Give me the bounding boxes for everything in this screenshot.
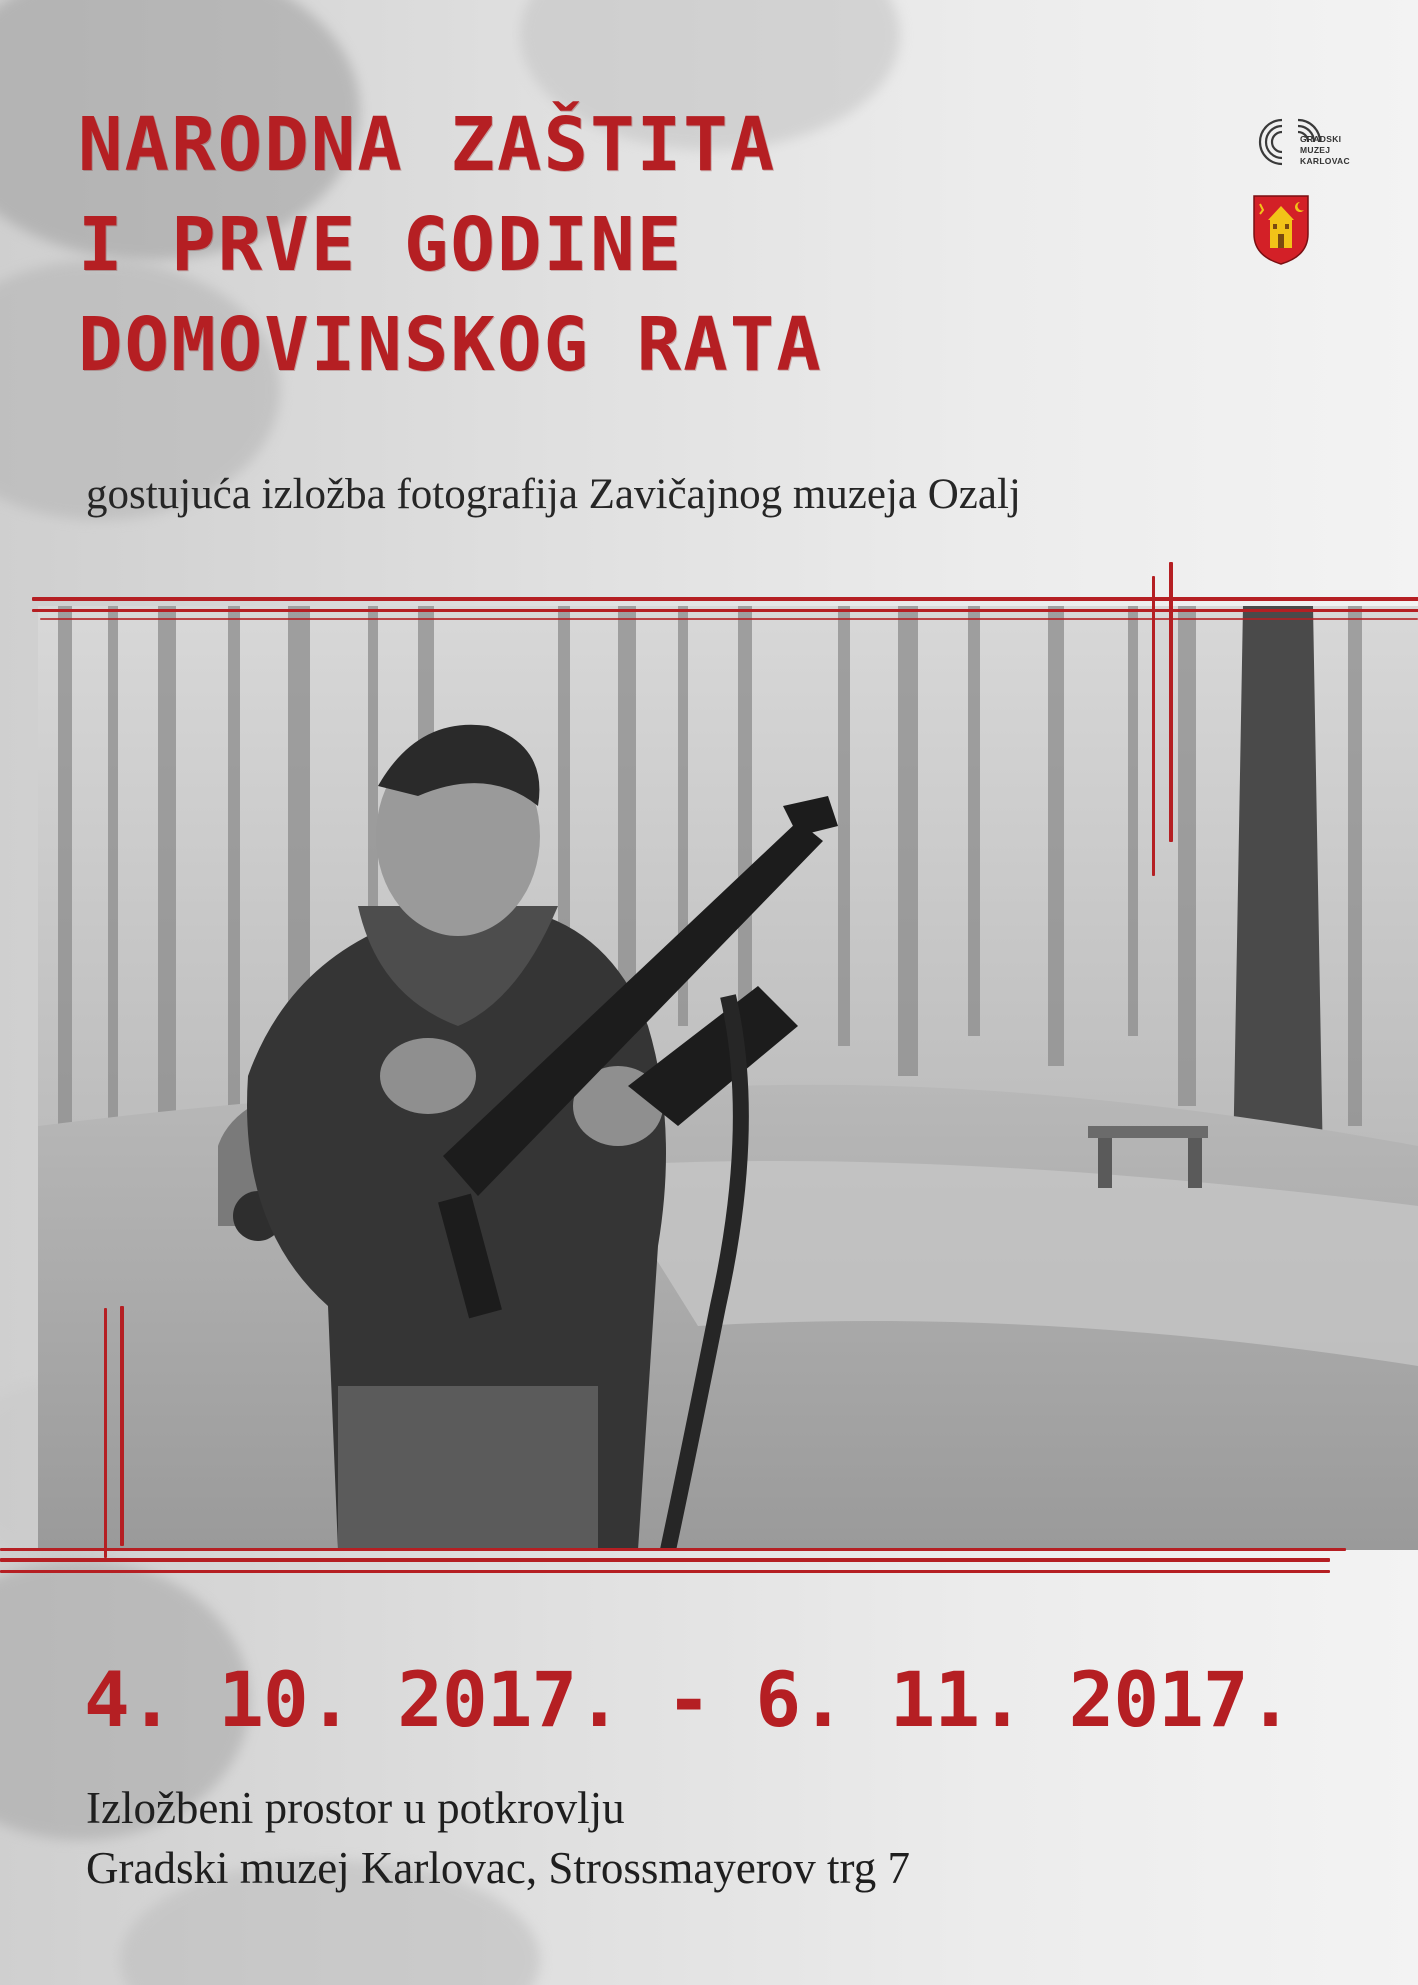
red-line-top-3 xyxy=(40,618,1418,620)
exhibition-photo xyxy=(38,606,1418,1550)
red-line-top-1 xyxy=(32,597,1418,601)
red-line-vert-2 xyxy=(1169,562,1173,842)
red-line-vert-4 xyxy=(120,1306,124,1546)
exhibition-dates: 4. 10. 2017. - 6. 11. 2017. xyxy=(84,1655,1293,1744)
logo-line-1: GRADSKI xyxy=(1300,134,1342,144)
red-line-bottom-1 xyxy=(0,1548,1346,1551)
venue-line-2: Gradski muzej Karlovac, Strossmayerov trg 7 xyxy=(86,1843,910,1893)
red-line-vert-1 xyxy=(1152,576,1155,876)
venue-info xyxy=(86,1778,910,1898)
logo-line-3: KARLOVAC xyxy=(1300,156,1350,166)
title-line-1: NARODNA ZAŠTITA xyxy=(78,102,777,188)
red-line-top-2 xyxy=(32,609,1418,612)
red-line-vert-3 xyxy=(104,1308,107,1558)
venue-line-1: Izložbeni prostor u potkrovlju xyxy=(86,1783,625,1833)
title-line-2: I PRVE GODINE xyxy=(78,202,684,288)
exhibition-subtitle: gostujuća izložba fotografija Zavičajnog muzeja Ozalj xyxy=(86,471,1021,518)
exhibition-title xyxy=(78,95,823,395)
title-line-3: DOMOVINSKOG RATA xyxy=(78,302,823,388)
logo-line-2: MUZEJ xyxy=(1300,145,1331,155)
coat-of-arms-icon xyxy=(1252,194,1310,266)
red-line-bottom-2 xyxy=(0,1558,1330,1562)
museum-logo-text xyxy=(1300,134,1350,167)
red-line-bottom-3 xyxy=(0,1570,1330,1573)
